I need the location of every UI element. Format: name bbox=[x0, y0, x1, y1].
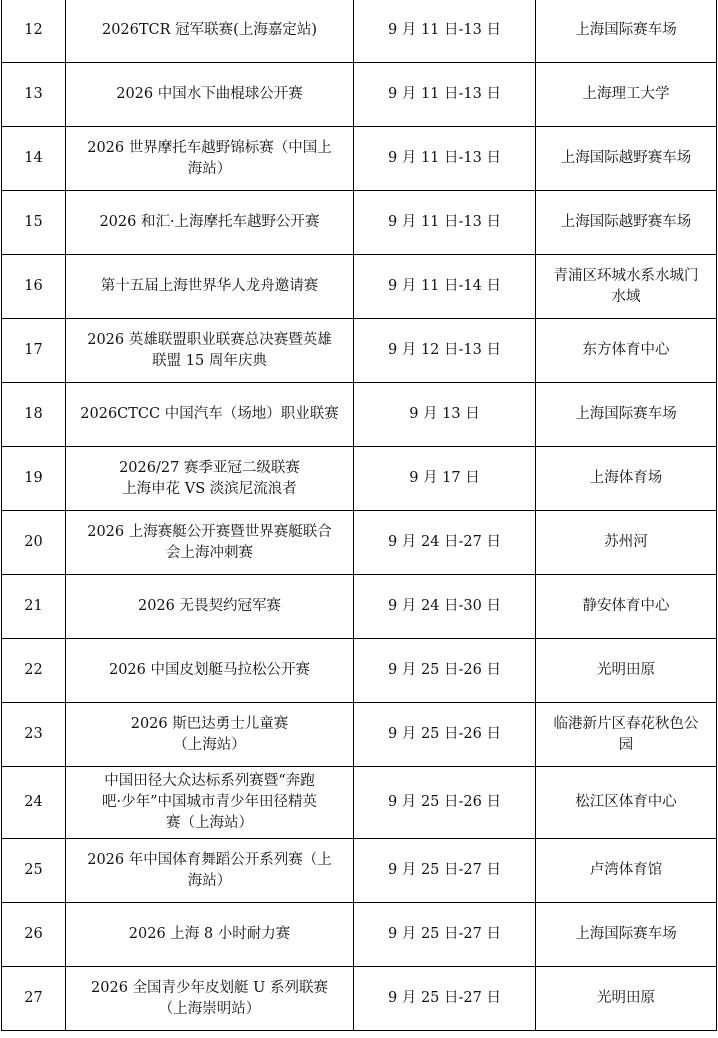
row-number-cell: 13 bbox=[2, 63, 66, 127]
event-venue-line: 苏州河 bbox=[604, 534, 648, 550]
event-name-line: 2026 无畏契约冠军赛 bbox=[137, 598, 281, 614]
event-name-line: 第十五届上海世界华人龙舟邀请赛 bbox=[100, 278, 319, 294]
event-name-line: （上海崇明站） bbox=[158, 1000, 261, 1017]
event-name-line: 2026 和汇·上海摩托车越野公开赛 bbox=[99, 214, 320, 230]
events-table-body bbox=[2, 0, 717, 1031]
event-name-line: 中国田径大众达标系列赛暨“奔跑 bbox=[104, 773, 315, 789]
event-date-cell: 9 月 17 日 bbox=[354, 447, 536, 511]
event-venue-line: 上海理工大学 bbox=[582, 86, 670, 102]
event-date-cell: 9 月 25 日-27 日 bbox=[354, 967, 536, 1031]
event-date-cell: 9 月 24 日-27 日 bbox=[354, 511, 536, 575]
event-date-cell: 9 月 11 日-13 日 bbox=[354, 0, 536, 63]
event-venue-line: 上海国际越野赛车场 bbox=[560, 214, 692, 230]
table-row bbox=[2, 191, 717, 255]
event-name-line: 2026 中国皮划艇马拉松公开赛 bbox=[108, 662, 310, 678]
event-venue-cell bbox=[536, 575, 717, 639]
row-number-cell: 17 bbox=[2, 319, 66, 383]
event-name-cell bbox=[66, 191, 354, 255]
table-row bbox=[2, 127, 717, 191]
event-venue-cell bbox=[536, 191, 717, 255]
event-name-line: 海站） bbox=[187, 872, 232, 889]
event-venue-line: 临港新片区春花秋色公 bbox=[553, 715, 699, 732]
row-number-cell: 21 bbox=[2, 575, 66, 639]
table-row bbox=[2, 511, 717, 575]
table-row bbox=[2, 0, 717, 63]
event-venue-line: 卢湾体育馆 bbox=[589, 862, 663, 878]
event-date-cell: 9 月 11 日-13 日 bbox=[354, 127, 536, 191]
event-venue-cell bbox=[536, 255, 717, 319]
event-name-cell bbox=[66, 255, 354, 319]
event-date-cell: 9 月 13 日 bbox=[354, 383, 536, 447]
event-venue-line: 上海国际赛车场 bbox=[575, 406, 677, 422]
event-name-cell bbox=[66, 63, 354, 127]
row-number-cell: 14 bbox=[2, 127, 66, 191]
event-venue-cell bbox=[536, 319, 717, 383]
event-name-line: 2026 上海 8 小时耐力赛 bbox=[128, 926, 291, 942]
event-name-line: 上海申花 VS 淡滨尼流浪者 bbox=[122, 480, 297, 497]
row-number-cell: 26 bbox=[2, 903, 66, 967]
event-name-cell bbox=[66, 447, 354, 511]
event-name-cell bbox=[66, 0, 354, 63]
table-row bbox=[2, 639, 717, 703]
event-name-line: 联盟 15 周年庆典 bbox=[152, 352, 267, 369]
event-venue-line: 静安体育中心 bbox=[582, 598, 670, 614]
event-name-line: 2026 年中国体育舞蹈公开系列赛（上 bbox=[87, 851, 332, 868]
event-name-line: 2026 上海赛艇公开赛暨世界赛艇联合 bbox=[87, 523, 332, 540]
event-name-line: 2026 英雄联盟职业联赛总决赛暨英雄 bbox=[87, 331, 332, 348]
table-row bbox=[2, 255, 717, 319]
event-name-cell bbox=[66, 967, 354, 1031]
event-date-cell: 9 月 25 日-26 日 bbox=[354, 767, 536, 839]
row-number-cell: 12 bbox=[2, 0, 66, 63]
event-date-cell: 9 月 25 日-27 日 bbox=[354, 839, 536, 903]
row-number-cell: 27 bbox=[2, 967, 66, 1031]
table-row bbox=[2, 703, 717, 767]
event-name-cell bbox=[66, 839, 354, 903]
table-row bbox=[2, 839, 717, 903]
event-venue-cell bbox=[536, 63, 717, 127]
row-number-cell: 16 bbox=[2, 255, 66, 319]
event-venue-cell bbox=[536, 383, 717, 447]
event-date-cell: 9 月 25 日-26 日 bbox=[354, 703, 536, 767]
event-name-cell bbox=[66, 127, 354, 191]
event-venue-line: 光明田原 bbox=[597, 662, 655, 678]
event-venue-cell bbox=[536, 447, 717, 511]
event-name-line: 赛（上海站） bbox=[166, 815, 253, 831]
event-venue-cell bbox=[536, 0, 717, 63]
row-number-cell: 24 bbox=[2, 767, 66, 839]
table-row bbox=[2, 319, 717, 383]
event-venue-line: 上海国际赛车场 bbox=[575, 22, 677, 38]
event-date-cell: 9 月 11 日-13 日 bbox=[354, 63, 536, 127]
event-venue-cell bbox=[536, 127, 717, 191]
event-name-line: 2026/27 赛季亚冠二级联赛 bbox=[119, 459, 300, 476]
event-venue-line: 园 bbox=[618, 736, 634, 753]
row-number-cell: 25 bbox=[2, 839, 66, 903]
event-venue-line: 上海国际赛车场 bbox=[575, 926, 677, 942]
event-venue-cell bbox=[536, 839, 717, 903]
table-row bbox=[2, 967, 717, 1031]
event-name-line: 2026 斯巴达勇士儿童赛 bbox=[130, 715, 289, 732]
row-number-cell: 22 bbox=[2, 639, 66, 703]
event-venue-cell bbox=[536, 511, 717, 575]
event-name-cell bbox=[66, 767, 354, 839]
row-number-cell: 23 bbox=[2, 703, 66, 767]
table-row bbox=[2, 63, 717, 127]
event-name-line: 海站） bbox=[187, 160, 232, 177]
event-date-cell: 9 月 11 日-13 日 bbox=[354, 191, 536, 255]
event-name-line: 2026 全国青少年皮划艇 U 系列联赛 bbox=[91, 979, 328, 996]
event-venue-line: 东方体育中心 bbox=[582, 342, 670, 358]
event-date-cell: 9 月 24 日-30 日 bbox=[354, 575, 536, 639]
event-name-line: 2026 世界摩托车越野锦标赛（中国上 bbox=[87, 139, 332, 156]
event-name-cell bbox=[66, 703, 354, 767]
event-name-line: 2026CTCC 中国汽车（场地）职业联赛 bbox=[80, 406, 339, 422]
event-date-cell: 9 月 11 日-14 日 bbox=[354, 255, 536, 319]
event-name-line: （上海站） bbox=[173, 736, 246, 753]
event-name-cell bbox=[66, 575, 354, 639]
events-table bbox=[1, 0, 717, 1031]
table-row bbox=[2, 383, 717, 447]
event-venue-line: 光明田原 bbox=[597, 990, 655, 1006]
event-name-cell bbox=[66, 319, 354, 383]
event-date-cell: 9 月 25 日-26 日 bbox=[354, 639, 536, 703]
event-venue-line: 上海国际越野赛车场 bbox=[560, 150, 692, 166]
row-number-cell: 19 bbox=[2, 447, 66, 511]
event-name-line: 吧·少年”中国城市青少年田径精英 bbox=[101, 794, 318, 810]
event-venue-cell bbox=[536, 967, 717, 1031]
event-venue-line: 上海体育场 bbox=[589, 470, 663, 486]
event-name-cell bbox=[66, 383, 354, 447]
event-venue-cell bbox=[536, 903, 717, 967]
row-number-cell: 18 bbox=[2, 383, 66, 447]
event-name-cell bbox=[66, 903, 354, 967]
row-number-cell: 20 bbox=[2, 511, 66, 575]
event-venue-cell bbox=[536, 639, 717, 703]
event-date-cell: 9 月 25 日-27 日 bbox=[354, 903, 536, 967]
event-name-cell bbox=[66, 639, 354, 703]
event-name-line: 会上海冲刺赛 bbox=[166, 544, 253, 561]
event-name-cell bbox=[66, 511, 354, 575]
table-row bbox=[2, 447, 717, 511]
event-venue-line: 松江区体育中心 bbox=[575, 794, 677, 810]
event-venue-cell bbox=[536, 703, 717, 767]
table-row bbox=[2, 903, 717, 967]
table-row bbox=[2, 767, 717, 839]
row-number-cell: 15 bbox=[2, 191, 66, 255]
event-name-line: 2026 中国水下曲棍球公开赛 bbox=[116, 86, 303, 102]
table-row bbox=[2, 575, 717, 639]
event-date-cell: 9 月 12 日-13 日 bbox=[354, 319, 536, 383]
event-venue-cell bbox=[536, 767, 717, 839]
event-name-line: 2026TCR 冠军联赛(上海嘉定站) bbox=[101, 22, 317, 38]
event-venue-line: 青浦区环城水系水城门 bbox=[553, 267, 699, 284]
event-venue-line: 水域 bbox=[611, 288, 641, 305]
